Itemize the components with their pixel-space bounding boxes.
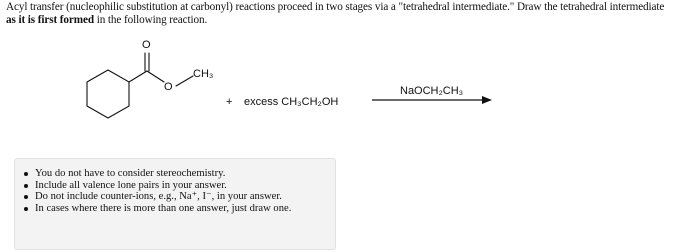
bond-ester-o-methyl xyxy=(176,76,193,86)
cyclohexane-ring xyxy=(87,70,129,118)
reaction-arrowhead xyxy=(482,96,492,104)
instruction-item: You do not have to consider stereochemistry. xyxy=(35,168,335,180)
question-emphasis: as it is first formed xyxy=(6,14,95,26)
instruction-item: Include all valence lone pairs in your answer. xyxy=(35,180,335,192)
question-line-2-rest: in the following reaction. xyxy=(94,14,208,26)
reagent-ethanol: excess CH₃CH₂OH xyxy=(244,96,339,108)
instruction-item: Do not include counter-ions, e.g., Na⁺, I⁻, in your answer. xyxy=(35,191,335,203)
instruction-item: In cases where there is more than one answer, just draw one. xyxy=(35,203,335,215)
methyl-label: CH₃ xyxy=(193,68,214,80)
question-line-1: Acyl transfer (nucleophilic substitution at carbonyl) reactions proceed in two stages via a "tetrahedral intermediate." Draw the tetrahedral intermediate xyxy=(6,1,665,13)
plus-sign: + xyxy=(226,96,233,108)
bond-ring-carbonyl xyxy=(129,71,147,82)
instructions-list xyxy=(15,159,335,214)
ester-oxygen-label: O xyxy=(164,81,173,93)
bond-carbonyl-ester-o xyxy=(147,71,164,82)
carbonyl-oxygen-label: O xyxy=(142,39,151,51)
arrow-reagent-label: NaOCH₂CH₃ xyxy=(400,85,464,97)
instructions-box xyxy=(14,158,336,250)
